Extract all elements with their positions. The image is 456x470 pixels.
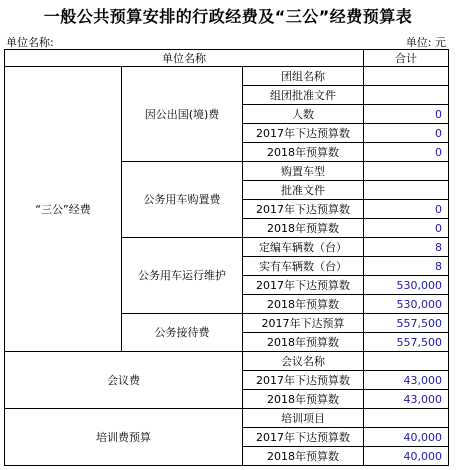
row-value: 43,000 [364, 390, 449, 409]
sangong-label: “三公”经费 [5, 67, 122, 352]
row-label: 实有车辆数（台） [243, 257, 364, 276]
row-label: 2018年预算数 [243, 333, 364, 352]
unit-name-label: 单位名称: [6, 36, 54, 49]
row-value [364, 86, 449, 105]
row-value: 0 [364, 124, 449, 143]
row-value [364, 162, 449, 181]
header-name: 单位名称 [5, 50, 364, 67]
row-label: 批准文件 [243, 181, 364, 200]
row-label: 2018年预算数 [243, 219, 364, 238]
row-label: 2017年下达预算数 [243, 371, 364, 390]
row-value: 0 [364, 219, 449, 238]
row-value: 557,500 [364, 333, 449, 352]
row-label: 2018年预算数 [243, 143, 364, 162]
budget-table [4, 49, 449, 466]
row-label: 购置车型 [243, 162, 364, 181]
row-value: 557,500 [364, 314, 449, 333]
row-label: 会议名称 [243, 352, 364, 371]
row-value [364, 67, 449, 86]
row-value: 40,000 [364, 428, 449, 447]
row-label: 2017年下达预算数 [243, 124, 364, 143]
training-label: 培训费预算 [5, 409, 243, 466]
row-label: 2017年下达预算数 [243, 276, 364, 295]
page-title: 一般公共预算安排的行政经费及“三公”经费预算表 [43, 7, 413, 26]
row-label: 团组名称 [243, 67, 364, 86]
row-label: 2018年预算数 [243, 295, 364, 314]
row-label: 2018年预算数 [243, 447, 364, 466]
row-value: 40,000 [364, 447, 449, 466]
header-row [5, 50, 449, 67]
row-value: 530,000 [364, 295, 449, 314]
row-label: 人数 [243, 105, 364, 124]
row-label: 2017年下达预算 [243, 314, 364, 333]
row-label: 定编车辆数（台） [243, 238, 364, 257]
row-value: 43,000 [364, 371, 449, 390]
row-value: 530,000 [364, 276, 449, 295]
row-label: 2018年预算数 [243, 390, 364, 409]
car-operation-label: 公务用车运行维护 [122, 238, 243, 314]
table-row [5, 67, 449, 86]
row-value [364, 181, 449, 200]
row-value: 8 [364, 238, 449, 257]
reception-label: 公务接待费 [122, 314, 243, 352]
meeting-label: 会议费 [5, 352, 243, 409]
table-row [5, 409, 449, 428]
row-value: 8 [364, 257, 449, 276]
currency-unit: 单位: 元 [405, 36, 446, 49]
row-value [364, 352, 449, 371]
row-value: 0 [364, 105, 449, 124]
table-row [5, 352, 449, 371]
row-label: 2017年下达预算数 [243, 200, 364, 219]
row-label: 培训项目 [243, 409, 364, 428]
row-value: 0 [364, 200, 449, 219]
header-total: 合计 [364, 50, 449, 67]
row-value [364, 409, 449, 428]
row-label: 2017年下达预算数 [243, 428, 364, 447]
abroad-label: 因公出国(境)费 [122, 67, 243, 162]
car-purchase-label: 公务用车购置费 [122, 162, 243, 238]
row-value: 0 [364, 143, 449, 162]
row-label: 组团批准文件 [243, 86, 364, 105]
